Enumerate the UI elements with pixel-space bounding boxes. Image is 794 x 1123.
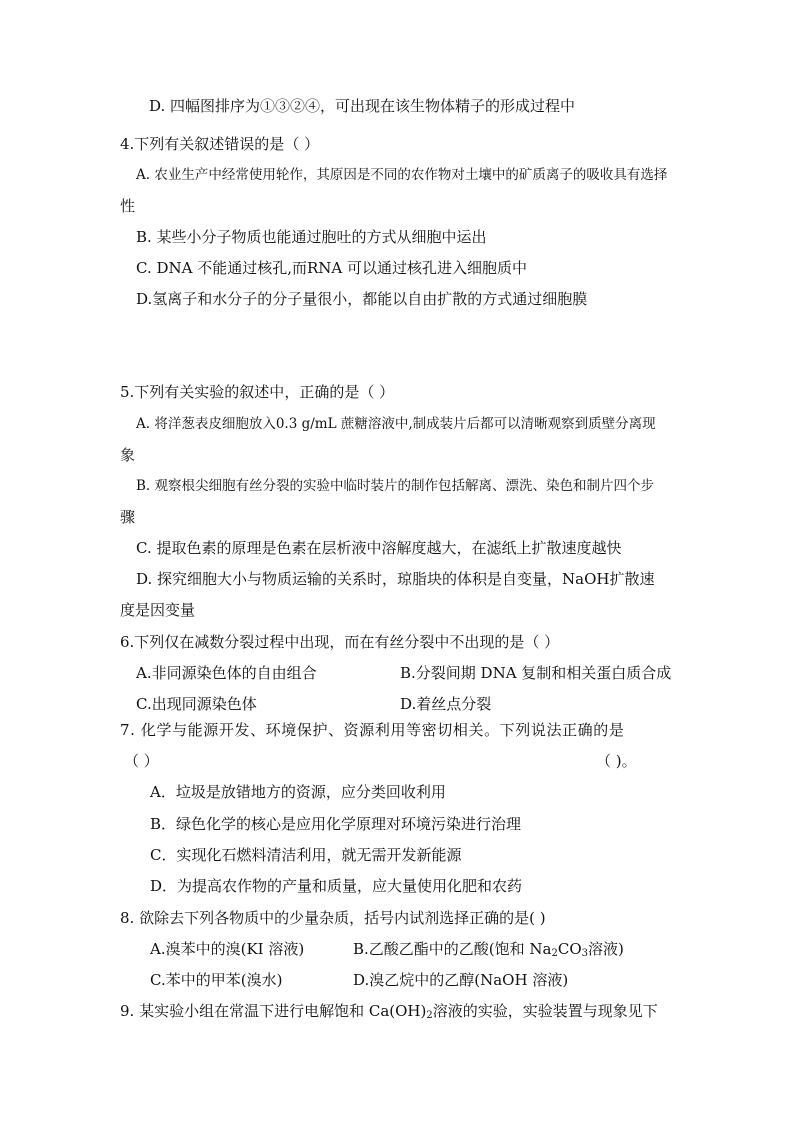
- q8-option-d: D.溴乙烷中的乙醇(NaOH 溶液): [353, 971, 569, 989]
- q3-option-d: D. 四幅图排序为①③②④，可出现在该生物体精子的形成过程中: [149, 97, 576, 115]
- q7-option-b: B．绿色化学的核心是应用化学原理对环境污染进行治理: [150, 815, 522, 833]
- q8-stem: 8. 欲除去下列各物质中的少量杂质，括号内试剂选择正确的是( ): [120, 909, 546, 927]
- q8-option-a: A.溴苯中的溴(KI 溶液): [150, 940, 305, 958]
- q7-stem-bracket-right: （ )。: [596, 752, 637, 770]
- q5-stem: 5.下列有关实验的叙述中，正确的是（ ）: [120, 383, 395, 401]
- q6-option-a: A.非同源染色体的自由组合: [136, 664, 317, 682]
- q6-option-d: D.着丝点分裂: [400, 695, 492, 713]
- q4-option-c: C. DNA 不能通过核孔,而RNA 可以通过核孔进入细胞质中: [136, 259, 528, 277]
- q5-option-b-line2: 骤: [120, 508, 136, 526]
- q6-option-c: C.出现同源染色体: [136, 695, 257, 713]
- q4-option-b: B. 某些小分子物质也能通过胞吐的方式从细胞中运出: [136, 228, 487, 246]
- q5-option-a-line1: A. 将洋葱表皮细胞放入0.3 g/mL 蔗糖溶液中,制成装片后都可以清晰观察到质壁分离现: [136, 416, 656, 432]
- q5-option-b-line1: B. 观察根尖细胞有丝分裂的实验中临时装片的制作包括解离、漂洗、染色和制片四个步: [136, 478, 655, 494]
- q7-option-d: D．为提高农作物的产量和质量，应大量使用化肥和农药: [150, 877, 523, 895]
- q8-option-b: B.乙酸乙酯中的乙酸(饱和 $Na_2CO_3$溶液): [353, 940, 624, 959]
- q4-stem: 4.下列有关叙述错误的是（ ）: [120, 135, 320, 153]
- q6-stem: 6.下列仅在减数分裂过程中出现，而在有丝分裂中不出现的是（ ）: [120, 633, 560, 651]
- q4-option-d: D.氢离子和水分子的分子量很小，都能以自由扩散的方式通过细胞膜: [136, 290, 588, 308]
- q9-stem-line1: 9. 某实验小组在常温下进行电解饱和 $Ca(OH)_2$溶液的实验，实验装置与现象见下: [120, 1002, 658, 1021]
- q5-option-c: C. 提取色素的原理是色素在层析液中溶解度越大，在滤纸上扩散速度越快: [136, 539, 622, 557]
- q4-option-a-line2: 性: [120, 197, 136, 215]
- q7-stem-bracket-left: （ ）: [124, 752, 159, 770]
- q6-option-b: B.分裂间期 DNA 复制和相关蛋白质合成: [400, 664, 672, 682]
- q7-option-c: C．实现化石燃料清洁利用，就无需开发新能源: [150, 846, 462, 864]
- q5-option-d-line1: D. 探究细胞大小与物质运输的关系时，琼脂块的体积是自变量，NaOH扩散速: [136, 570, 655, 588]
- q5-option-a-line2: 象: [120, 446, 136, 464]
- q4-option-a-line1: A. 农业生产中经常使用轮作，其原因是不同的农作物对土壤中的矿质离子的吸收具有选择: [136, 167, 668, 183]
- q5-option-d-line2: 度是因变量: [120, 601, 196, 619]
- q7-stem-line1: 7. 化学与能源开发、环境保护、资源利用等密切相关。下列说法正确的是: [120, 721, 625, 739]
- q7-option-a: A．垃圾是放错地方的资源，应分类回收利用: [150, 783, 446, 801]
- q8-option-c: C.苯中的甲苯(溴水): [150, 971, 283, 989]
